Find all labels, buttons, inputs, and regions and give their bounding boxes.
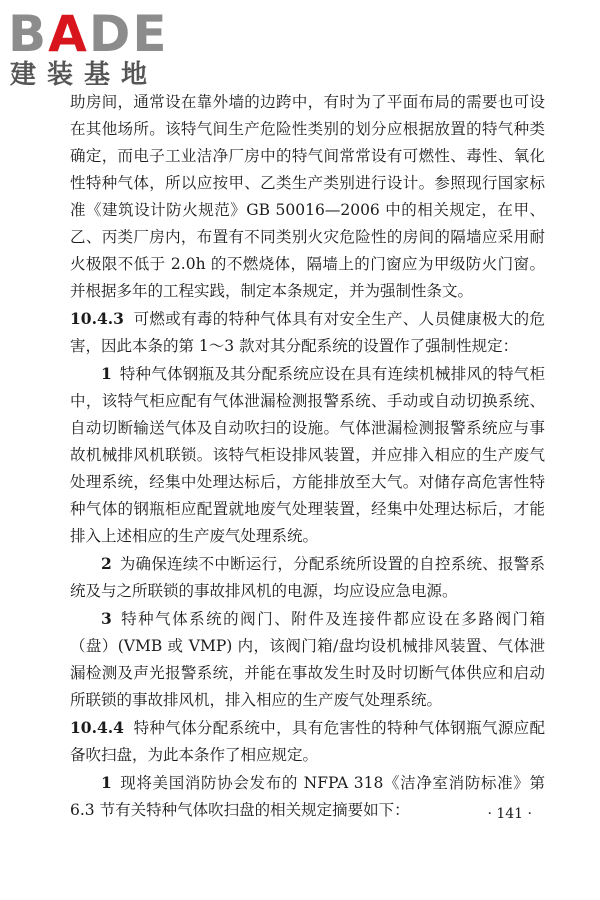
document-body — [70, 89, 545, 824]
item-number: 1 — [101, 773, 112, 792]
logo-wordmark: BADE — [8, 5, 169, 63]
page-number: · 141 · — [487, 806, 532, 822]
clause-item-1-nfpa: 1 现将美国消防协会发布的 NFPA 318《洁净室消防标准》第 6.3 节有关特种气体吹扫盘的相关规定摘要如下： — [70, 773, 545, 819]
item-number: 2 — [101, 554, 112, 573]
paragraph-continuation: 助房间，通常设在靠外墙的边跨中，有时为了平面布局的需要也可设在其他场所。该特气间生产危险性类别的划分应根据放置的特气种类确定，而电子工业洁净厂房中的特气间常常设有可燃性、毒性、氧化性特种气体，所以应按甲、乙类生产类别进行设计。参照现行国家标准《建筑设计防火规范》GB 50016—2006 中的相关规定，在甲、乙、丙类厂房内，布置有不同类别火灾危险性的房间的隔墙应采用耐火极限不低于 2.0h 的不燃烧体，隔墙上的门窗应为甲级防火门窗。并根据多年的工程实践，制定本条规定，并为强制性条文。 — [70, 93, 545, 300]
logo-accent-letter: A — [48, 5, 89, 63]
item-number: 1 — [101, 364, 112, 383]
bade-logo — [8, 6, 178, 92]
section-number: 10.4.4 — [70, 718, 124, 737]
clause-item-3: 3 特种气体系统的阀门、附件及连接件都应设在多路阀门箱（盘）(VMB 或 VMP) 内，该阀门箱/盘均设机械排风装置、气体泄漏检测及声光报警系统，并能在事故发生时及时切断气体供应和启动所联锁的事故排风机，排入相应的生产废气处理系统。 — [70, 609, 545, 709]
clause-10-4-4: 10.4.4 特种气体分配系统中，具有危害性的特种气体钢瓶气源应配备吹扫盘，为此本条作了相应规定。 — [70, 718, 545, 764]
item-number: 3 — [101, 609, 112, 628]
clause-10-4-3: 10.4.3 可燃或有毒的特种气体具有对安全生产、人员健康极大的危害，因此本条的第 1～3 款对其分配系统的设置作了强制性规定： — [70, 309, 545, 355]
section-number: 10.4.3 — [70, 309, 124, 328]
clause-item-1: 1 特种气体钢瓶及其分配系统应设在具有连续机械排风的特气柜中，该特气柜应配有气体泄漏检测报警系统、手动或自动切换系统、自动切断输送气体及自动吹扫的设施。气体泄漏检测报警系统应与事故机械排风机联锁。该特气柜设排风装置，并应排入相应的生产废气处理系统，经集中处理达标后，方能排放至大气。对储存高危害性特种气体的钢瓶柜应配置就地废气处理装置，经集中处理达标后，才能排入上述相应的生产废气处理系统。 — [70, 364, 545, 545]
logo-subtitle: 建装基地 — [10, 60, 159, 90]
clause-item-2: 2 为确保连续不中断运行，分配系统所设置的自控系统、报警系统及与之所联锁的事故排风机的电源，均应设应急电源。 — [70, 554, 545, 600]
